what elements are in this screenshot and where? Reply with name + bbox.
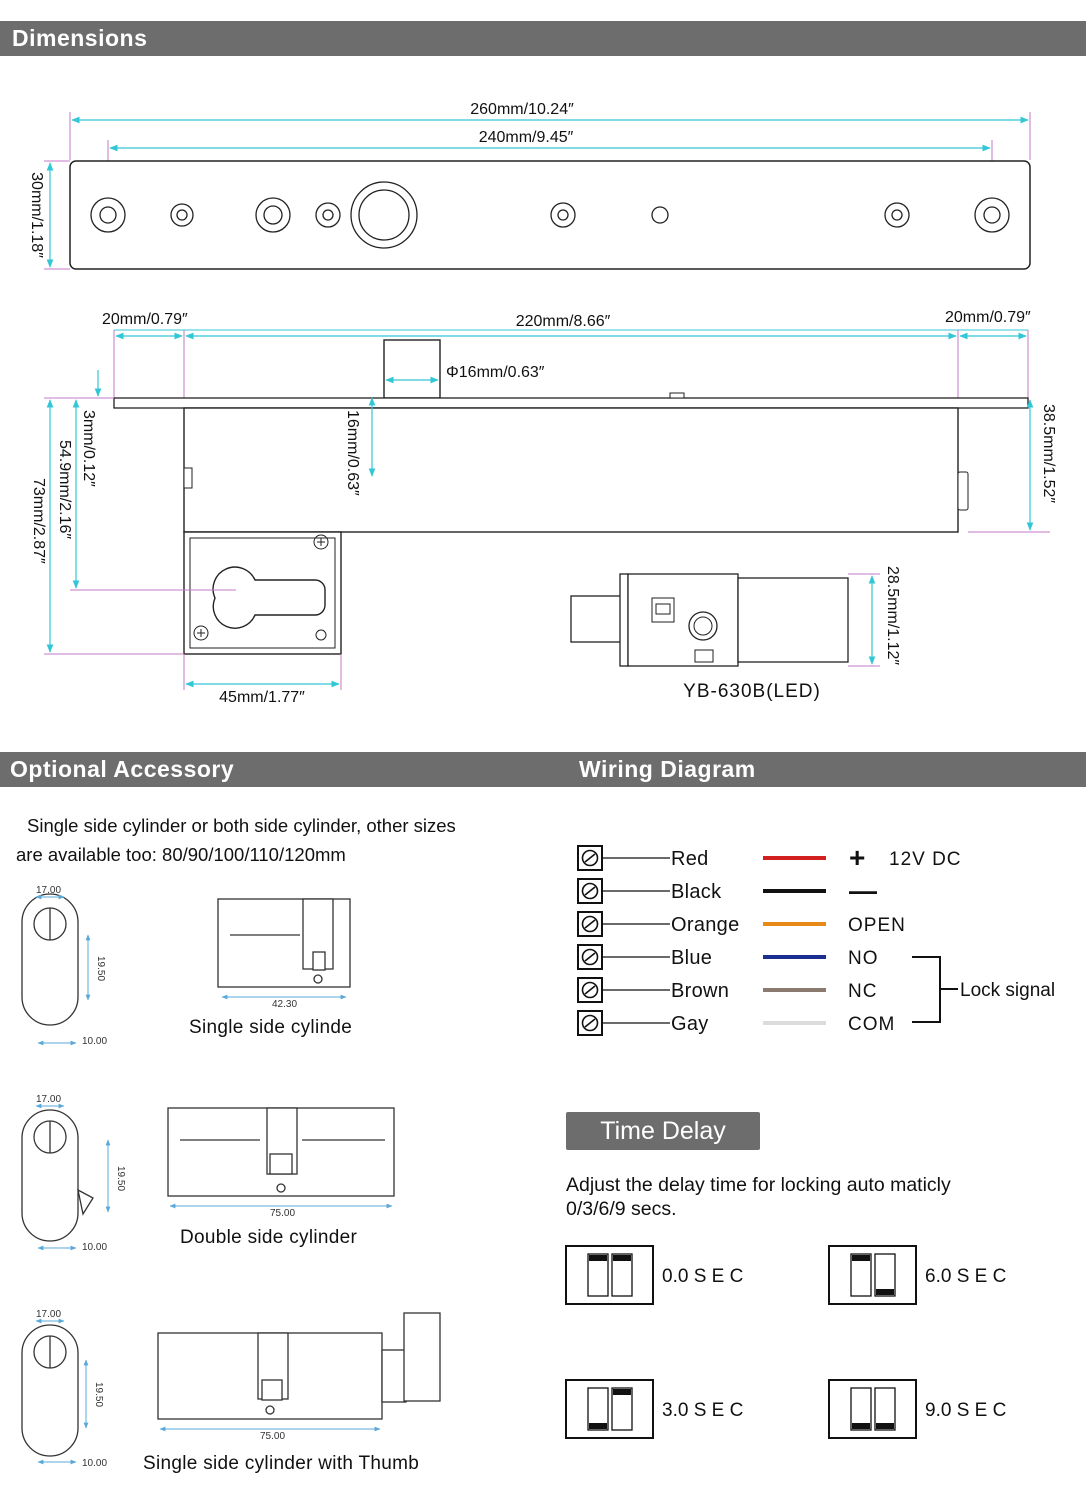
- time-delay-title: Time Delay: [566, 1112, 760, 1150]
- wire-row: [578, 945, 879, 969]
- dip-switch-setting: [829, 1246, 1006, 1304]
- time-delay-description-line2: 0/3/6/9 secs.: [566, 1198, 677, 1220]
- wire-symbol: —: [849, 875, 877, 906]
- wire-row: [578, 1011, 895, 1035]
- time-delay-description-line1: Adjust the delay time for locking auto maticly: [566, 1174, 951, 1196]
- double-width: 17.00: [36, 1094, 62, 1105]
- dip-setting-label: 9.0 S E C: [925, 1400, 1007, 1421]
- top-plate-view: [28, 101, 1030, 269]
- model-label: YB-630B(LED): [683, 681, 821, 702]
- thumb-cylinder-front: [22, 1325, 78, 1456]
- cylinder-drawings: [22, 894, 440, 1456]
- dip-switch-icon: [829, 1380, 916, 1438]
- wire-color-name: Black: [671, 881, 722, 903]
- wire-color-name: Blue: [671, 947, 713, 969]
- bolt-height-label: 16mm/0.63″: [344, 410, 361, 496]
- wire-color-name: Red: [671, 848, 709, 870]
- thumb-height: 19.50: [93, 1382, 104, 1408]
- right-offset-label: 20mm/0.79″: [945, 309, 1031, 326]
- double-cylinder-front: [22, 1110, 93, 1241]
- dip-setting-label: 3.0 S E C: [662, 1400, 744, 1421]
- double-length: 75.00: [270, 1208, 296, 1219]
- wire-row: [578, 842, 962, 873]
- module-height-label: 28.5mm/1.12″: [884, 566, 901, 666]
- wire-row: [578, 978, 877, 1002]
- lock-signal-label: Lock signal: [960, 980, 1056, 1001]
- time-delay-switches: [566, 1246, 1006, 1438]
- hole-spacing-label: 240mm/9.45″: [478, 129, 574, 146]
- wire-row: [578, 912, 906, 936]
- thumb-width: 17.00: [36, 1309, 62, 1320]
- dip-switch-icon: [829, 1246, 916, 1304]
- total-length-label: 260mm/10.24″: [470, 101, 574, 118]
- total-height-label: 73mm/2.87″: [30, 478, 47, 564]
- single-width: 17.00: [36, 885, 62, 896]
- wire-color-name: Orange: [671, 914, 740, 936]
- left-offset-label: 20mm/0.79″: [102, 311, 188, 328]
- accessory-intro-line1: Single side cylinder or both side cylinder, other sizes: [27, 815, 456, 836]
- single-cylinder-side: [218, 899, 350, 987]
- bolt: [384, 340, 440, 398]
- wire-color-name: Gay: [671, 1013, 709, 1035]
- wire-signal: 12V DC: [889, 849, 962, 870]
- wire-signal: COM: [848, 1014, 896, 1035]
- single-cylinder-label: Single side cylinde: [189, 1017, 353, 1038]
- double-cylinder-label: Double side cylinder: [180, 1227, 358, 1248]
- single-cylinder-front: [22, 894, 78, 1025]
- dip-setting-label: 6.0 S E C: [925, 1266, 1007, 1287]
- wiring-diagram-title: Wiring Diagram: [579, 756, 756, 782]
- cylinder-center-label: 54.9mm/2.16″: [56, 440, 73, 540]
- thumb-cylinder-label: Single side cylinder with Thumb: [143, 1453, 420, 1474]
- wire-signal: NO: [848, 948, 879, 969]
- dip-switch-setting: [566, 1246, 743, 1304]
- accessory-intro-line2: are available too: 80/90/100/110/120mm: [16, 844, 346, 865]
- single-offset: 10.00: [82, 1036, 108, 1047]
- double-height: 19.50: [115, 1166, 126, 1192]
- wire-symbol: +: [849, 842, 866, 873]
- dip-setting-label: 0.0 S E C: [662, 1266, 744, 1287]
- body-length-label: 220mm/8.66″: [515, 313, 611, 330]
- plate-width-label: 30mm/1.18″: [28, 172, 45, 258]
- dip-switch-icon: [566, 1380, 653, 1438]
- wire-signal: NC: [848, 981, 878, 1002]
- double-cylinder-side: [168, 1108, 394, 1196]
- wiring-diagram: [578, 842, 962, 1035]
- optional-accessory-title: Optional Accessory: [10, 756, 235, 782]
- single-height: 19.50: [95, 956, 106, 982]
- side-view: [30, 309, 1057, 706]
- cylinder-box-width-label: 45mm/1.77″: [219, 689, 305, 706]
- dip-switch-setting: [829, 1380, 1006, 1438]
- lock-body: [184, 408, 958, 532]
- plate-thickness-label: 3mm/0.12″: [80, 410, 97, 487]
- mounting-plate: [70, 161, 1030, 269]
- wire-row: [578, 875, 877, 906]
- thumb-offset: 10.00: [82, 1458, 108, 1469]
- dip-switch-icon: [566, 1246, 653, 1304]
- wire-color-name: Brown: [671, 980, 730, 1002]
- bolt-diameter-label: Φ16mm/0.63″: [446, 364, 545, 381]
- thumb-cylinder-side: [158, 1313, 440, 1419]
- thumb-length: 75.00: [260, 1431, 286, 1442]
- wire-signal: OPEN: [848, 915, 906, 936]
- lock-signal-bracket: [912, 957, 958, 1022]
- single-length: 42.30: [272, 999, 298, 1010]
- double-offset: 10.00: [82, 1242, 108, 1253]
- dip-switch-setting: [566, 1380, 743, 1438]
- led-module: [571, 566, 901, 702]
- dimensions-title: Dimensions: [12, 25, 148, 51]
- body-height-label: 38.5mm/1.52″: [1040, 404, 1057, 504]
